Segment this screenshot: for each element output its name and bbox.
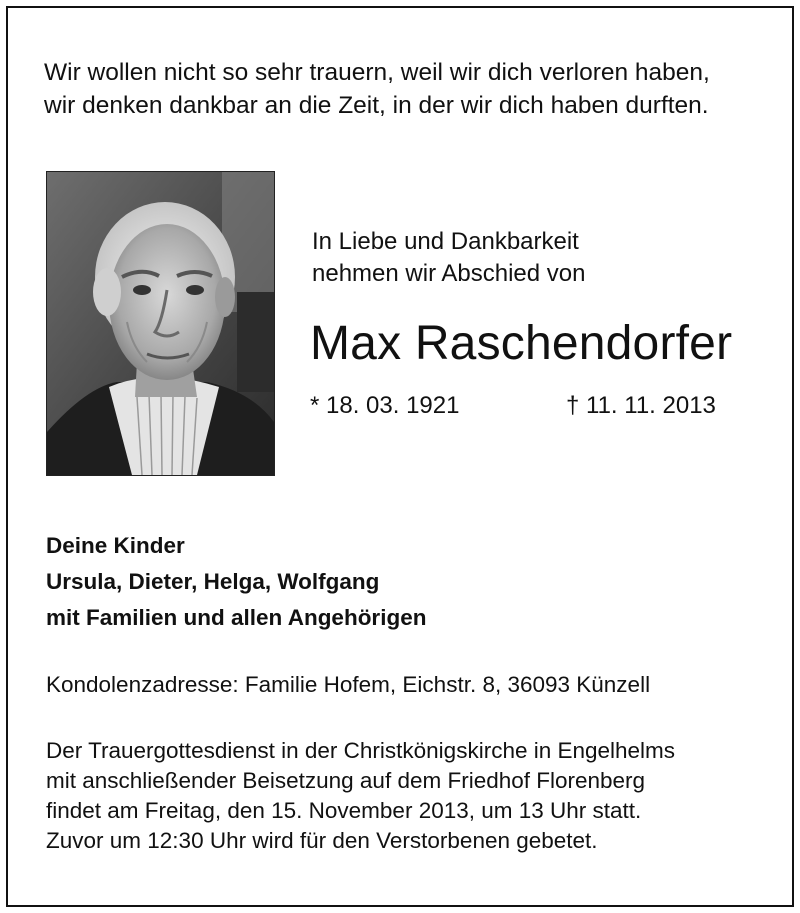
service-line: mit anschließender Beisetzung auf dem Friedhof Florenberg <box>46 768 646 793</box>
intro-line: nehmen wir Abschied von <box>312 260 586 287</box>
family-line: mit Familien und allen Angehörigen <box>46 605 427 630</box>
family-line: Ursula, Dieter, Helga, Wolfgang <box>46 569 380 594</box>
deceased-name: Max Raschendorfer <box>310 317 733 370</box>
quote-line: Wir wollen nicht so sehr trauern, weil wir dich verloren haben, <box>44 59 710 86</box>
family-line: Deine Kinder <box>46 533 185 558</box>
intro-text <box>312 226 586 290</box>
family-signature <box>46 528 426 636</box>
service-info <box>46 736 675 856</box>
portrait-photo-icon <box>47 172 274 475</box>
intro-line: In Liebe und Dankbarkeit <box>312 228 579 255</box>
birth-date: * 18. 03. 1921 <box>310 392 460 419</box>
portrait-photo <box>46 171 275 476</box>
service-line: Zuvor um 12:30 Uhr wird für den Verstorbenen gebetet. <box>46 828 598 853</box>
service-line: Der Trauergottesdienst in der Christkönigskirche in Engelhelms <box>46 738 676 763</box>
death-date: † 11. 11. 2013 <box>566 392 716 419</box>
condolence-address: Kondolenzadresse: Familie Hofem, Eichstr. 8, 36093 Künzell <box>46 672 651 697</box>
quote-line: wir denken dankbar an die Zeit, in der wir dich haben durften. <box>44 92 709 119</box>
service-line: findet am Freitag, den 15. November 2013, um 13 Uhr statt. <box>46 798 642 823</box>
memorial-quote <box>44 56 764 122</box>
